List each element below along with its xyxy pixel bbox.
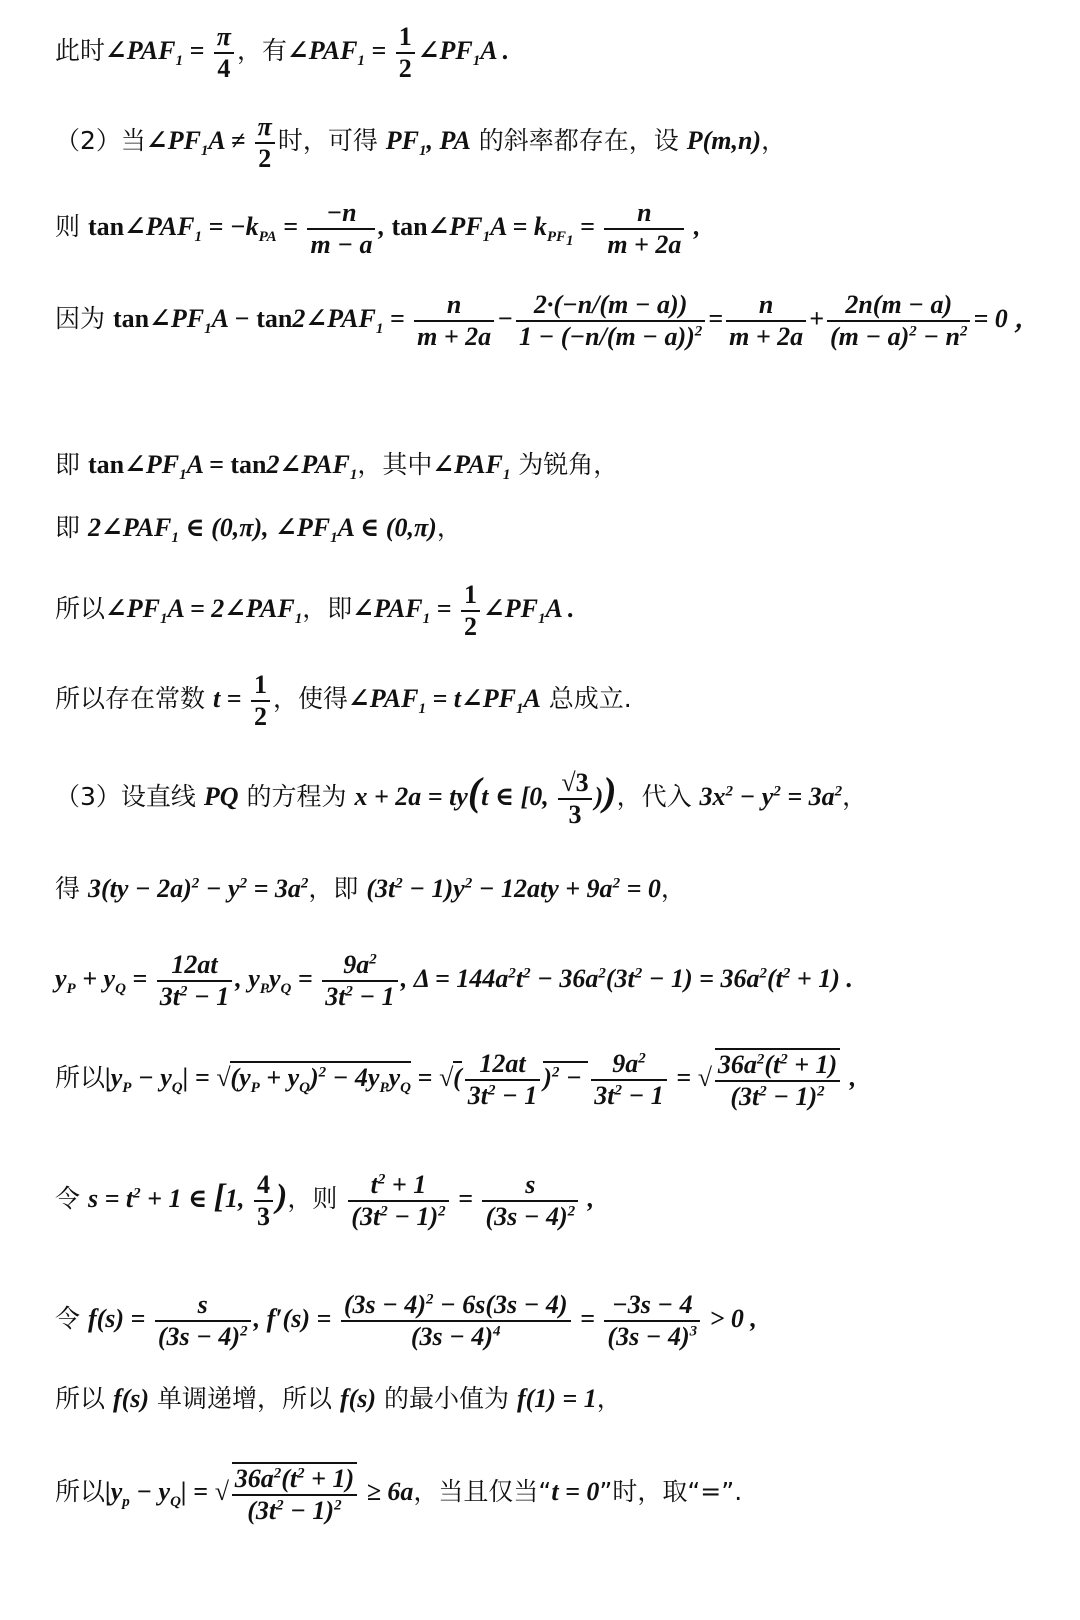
solution-line: 所以$|y_p - y_Q|$ = √ $\frac{36a^2(t^2 + 1)}{(3t^2 - 1)^2}$ ≥ 6a，当且仅当“t = 0”时，取“=”.: [55, 1464, 743, 1525]
solution-line: 即 $\tan\angle PF_1A$ = $\tan 2\angle PAF_1$，其中$\angle PAF_1$ 为锐角，: [55, 450, 619, 484]
solution-line: （3）设直线 PQ 的方程为 x + 2a = ty(t ∈ [0, $\frac{√3}{3}$ ))，代入 $3x^2 - y^2 = 3a^2$，: [55, 768, 868, 829]
solution-line: 所以$\angle PF_1A$ = $2\angle PAF_1$，即$\angle PAF_1$ = $\frac{1}{2}$ $\angle PF_1A$ .: [55, 580, 575, 641]
solution-line: 令 f(s) = $\frac{s}{(3s - 4)^2}$ , f′(s) = $\frac{(3s - 4)^2 - 6s(3s - 4)}{(3s - 4)^4}$ = $\frac{-3s - 4}{(3s - 4)^3}$ > 0 ,: [55, 1290, 757, 1351]
solution-line: 所以$|y_P - y_Q| = √(y_P + y_Q)^2 - 4y_Py_Q$ = √( $\frac{12at}{3t^2 - 1}$ )$^2$ − $\frac{9a^2}{3t^2 - 1}$ = √ $\frac{36a^2(t^2 + 1)}{(3t^2 - 1)^2}$ ,: [55, 1049, 857, 1111]
solution-line: 因为 $\tan\angle PF_1A$ − $\tan 2\angle PAF_1$ = $\frac{n}{m + 2a}$ − $\frac{2\cdot(-n/(m - a))}{1 - (-n/(m - a))^2}$ = $\frac{n}{m + 2a}$ + $\frac{2n(m - a)}{(m - a)^2 - n^2}$ = 0 ，: [55, 290, 1041, 351]
solution-line: 所以存在常数 t = $\frac{1}{2}$ ，使得$\angle PAF_1$ = $t\angle PF_1A$ 总成立.: [55, 670, 632, 731]
solution-line: （2）当$\angle PF_1A$ ≠ $\frac{\pi}{2}$ 时，可得 $PF_1$, PA 的斜率都存在，设 P(m,n)，: [55, 112, 787, 173]
solution-line: 此时$\angle PAF_1$ = $\frac{\pi}{4}$ ，有$\angle PAF_1$ = $\frac{1}{2}$ $\angle PF_1A$ .: [55, 22, 510, 83]
solution-line: 即 $2\angle PAF_1$ ∈ (0,π), $\angle PF_1A$ ∈ (0,π)，: [55, 513, 462, 547]
solution-line: $y_P + y_Q$ = $\frac{12at}{3t^2 - 1}$ , $y_Py_Q$ = $\frac{9a^2}{3t^2 - 1}$ , $\Delta = 144a^2t^2 - 36a^2(3t^2 - 1) = 36a^2(t^2 + 1)$ .: [55, 950, 853, 1011]
solution-line: 则 $\tan\angle PAF_1 = -k_{PA}$ = $\frac{-n}{m - a}$ , $\tan\angle PF_1A = k_{PF_1}$ = $\frac{n}{m + 2a}$ ,: [55, 198, 701, 259]
solution-line: 令 $s = t^2 + 1$ ∈ [1, $\frac{4}{3}$ )，则 $\frac{t^2 + 1}{(3t^2 - 1)^2}$ = $\frac{s}{(3s - 4)^2}$ ,: [55, 1170, 595, 1231]
solution-line: 所以 f(s) 单调递增，所以 f(s) 的最小值为 f(1) = 1，: [55, 1384, 622, 1413]
solution-line: 得 $3(ty - 2a)^2 - y^2 = 3a^2$，即 $(3t^2 - 1)y^2 - 12aty + 9a^2 = 0$，: [55, 874, 686, 903]
